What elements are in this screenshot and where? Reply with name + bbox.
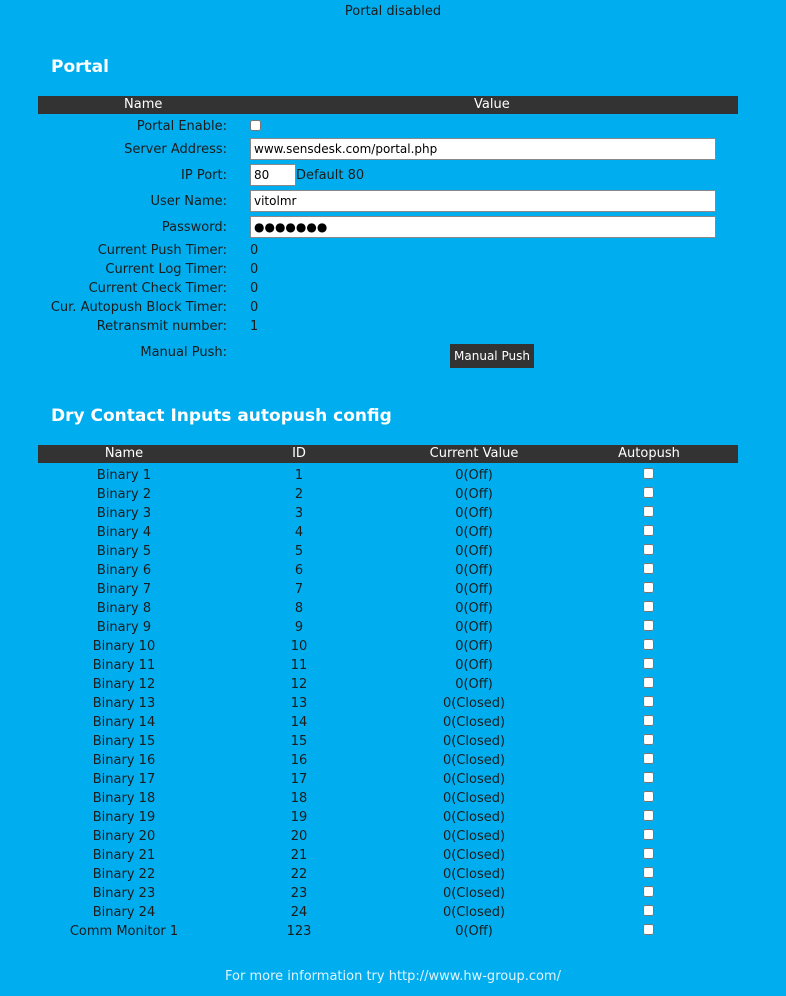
input-id-cell: 1 bbox=[294, 468, 304, 483]
table-row bbox=[0, 715, 786, 734]
autopush-checkbox[interactable] bbox=[643, 867, 654, 878]
input-id-cell: 10 bbox=[290, 639, 308, 654]
server-address-input[interactable] bbox=[250, 138, 716, 160]
input-id-cell: 7 bbox=[294, 582, 304, 597]
autopush-checkbox[interactable] bbox=[643, 639, 654, 650]
table-row bbox=[0, 506, 786, 525]
autopush-block-timer-label: Cur. Autopush Block Timer: bbox=[50, 300, 227, 315]
inputs-header-name: Name bbox=[104, 446, 144, 461]
input-value-cell: 0(Closed) bbox=[442, 734, 506, 749]
log-timer-label: Current Log Timer: bbox=[105, 262, 227, 277]
autopush-checkbox[interactable] bbox=[643, 810, 654, 821]
table-row bbox=[0, 696, 786, 715]
input-name-cell: Binary 4 bbox=[96, 525, 152, 540]
table-row bbox=[0, 848, 786, 867]
input-value-cell: 0(Closed) bbox=[442, 905, 506, 920]
user-name-input[interactable] bbox=[250, 190, 716, 212]
autopush-checkbox[interactable] bbox=[643, 772, 654, 783]
inputs-table-header bbox=[38, 445, 738, 463]
autopush-checkbox[interactable] bbox=[643, 563, 654, 574]
table-row bbox=[0, 582, 786, 601]
input-id-cell: 21 bbox=[290, 848, 308, 863]
user-name-label: User Name: bbox=[150, 194, 227, 209]
server-address-label: Server Address: bbox=[124, 142, 227, 157]
input-name-cell: Binary 10 bbox=[92, 639, 156, 654]
input-value-cell: 0(Off) bbox=[455, 658, 493, 673]
input-name-cell: Comm Monitor 1 bbox=[69, 924, 179, 939]
table-row bbox=[0, 867, 786, 886]
portal-section-title: Portal bbox=[51, 57, 109, 77]
input-id-cell: 14 bbox=[290, 715, 308, 730]
input-id-cell: 20 bbox=[290, 829, 308, 844]
input-name-cell: Binary 5 bbox=[96, 544, 152, 559]
input-name-cell: Binary 7 bbox=[96, 582, 152, 597]
retransmit-value: 1 bbox=[250, 319, 259, 334]
inputs-header-id: ID bbox=[292, 446, 306, 461]
input-name-cell: Binary 3 bbox=[96, 506, 152, 521]
portal-header-value: Value bbox=[474, 97, 510, 112]
input-name-cell: Binary 14 bbox=[92, 715, 156, 730]
input-name-cell: Binary 13 bbox=[92, 696, 156, 711]
input-name-cell: Binary 22 bbox=[92, 867, 156, 882]
input-value-cell: 0(Off) bbox=[455, 525, 493, 540]
input-value-cell: 0(Closed) bbox=[442, 829, 506, 844]
autopush-checkbox[interactable] bbox=[643, 905, 654, 916]
input-name-cell: Binary 2 bbox=[96, 487, 152, 502]
table-row bbox=[0, 753, 786, 772]
password-label: Password: bbox=[161, 220, 227, 235]
table-row bbox=[0, 544, 786, 563]
input-name-cell: Binary 20 bbox=[92, 829, 156, 844]
autopush-checkbox[interactable] bbox=[643, 734, 654, 745]
input-id-cell: 15 bbox=[290, 734, 308, 749]
portal-table-header bbox=[38, 96, 738, 114]
table-row bbox=[0, 924, 786, 943]
input-value-cell: 0(Closed) bbox=[442, 848, 506, 863]
portal-enable-label: Portal Enable: bbox=[136, 119, 227, 134]
autopush-checkbox[interactable] bbox=[643, 620, 654, 631]
input-value-cell: 0(Off) bbox=[455, 639, 493, 654]
inputs-header-autopush: Autopush bbox=[618, 446, 680, 461]
input-id-cell: 3 bbox=[294, 506, 304, 521]
autopush-checkbox[interactable] bbox=[643, 886, 654, 897]
input-value-cell: 0(Off) bbox=[455, 506, 493, 521]
table-row bbox=[0, 829, 786, 848]
autopush-checkbox[interactable] bbox=[643, 601, 654, 612]
input-id-cell: 8 bbox=[294, 601, 304, 616]
input-name-cell: Binary 11 bbox=[92, 658, 156, 673]
table-row bbox=[0, 468, 786, 487]
table-row bbox=[0, 620, 786, 639]
input-id-cell: 5 bbox=[294, 544, 304, 559]
autopush-checkbox[interactable] bbox=[643, 544, 654, 555]
autopush-checkbox[interactable] bbox=[643, 658, 654, 669]
input-name-cell: Binary 6 bbox=[96, 563, 152, 578]
push-timer-value: 0 bbox=[250, 243, 259, 258]
input-id-cell: 23 bbox=[290, 886, 308, 901]
push-timer-label: Current Push Timer: bbox=[97, 243, 227, 258]
manual-push-label: Manual Push: bbox=[140, 345, 227, 360]
autopush-checkbox[interactable] bbox=[643, 696, 654, 707]
table-row bbox=[0, 734, 786, 753]
autopush-checkbox[interactable] bbox=[643, 848, 654, 859]
log-timer-value: 0 bbox=[250, 262, 259, 277]
portal-enable-checkbox[interactable] bbox=[250, 120, 261, 131]
input-value-cell: 0(Closed) bbox=[442, 772, 506, 787]
autopush-checkbox[interactable] bbox=[643, 791, 654, 802]
table-row bbox=[0, 810, 786, 829]
password-input[interactable] bbox=[250, 216, 716, 238]
input-id-cell: 17 bbox=[290, 772, 308, 787]
input-id-cell: 2 bbox=[294, 487, 304, 502]
input-id-cell: 22 bbox=[290, 867, 308, 882]
input-value-cell: 0(Off) bbox=[455, 468, 493, 483]
input-value-cell: 0(Closed) bbox=[442, 696, 506, 711]
ip-port-default-hint: Default 80 bbox=[296, 168, 365, 183]
input-id-cell: 6 bbox=[294, 563, 304, 578]
autopush-checkbox[interactable] bbox=[643, 924, 654, 935]
input-name-cell: Binary 24 bbox=[92, 905, 156, 920]
table-row bbox=[0, 791, 786, 810]
input-value-cell: 0(Off) bbox=[455, 582, 493, 597]
input-name-cell: Binary 17 bbox=[92, 772, 156, 787]
input-name-cell: Binary 16 bbox=[92, 753, 156, 768]
table-row bbox=[0, 487, 786, 506]
input-value-cell: 0(Off) bbox=[455, 601, 493, 616]
input-id-cell: 4 bbox=[294, 525, 304, 540]
status-text: Portal disabled bbox=[344, 4, 442, 19]
input-value-cell: 0(Off) bbox=[455, 487, 493, 502]
input-id-cell: 18 bbox=[290, 791, 308, 806]
inputs-header-current-value: Current Value bbox=[429, 446, 519, 461]
input-value-cell: 0(Closed) bbox=[442, 810, 506, 825]
input-value-cell: 0(Off) bbox=[455, 620, 493, 635]
table-row bbox=[0, 563, 786, 582]
portal-header-name: Name bbox=[124, 97, 163, 112]
input-value-cell: 0(Closed) bbox=[442, 753, 506, 768]
footer-info: For more information try http://www.hw-group.com/ bbox=[225, 969, 561, 984]
check-timer-label: Current Check Timer: bbox=[88, 281, 227, 296]
input-id-cell: 123 bbox=[286, 924, 312, 939]
table-row bbox=[0, 677, 786, 696]
autopush-block-timer-value: 0 bbox=[250, 300, 259, 315]
ip-port-input[interactable] bbox=[250, 164, 296, 186]
input-id-cell: 19 bbox=[290, 810, 308, 825]
input-id-cell: 11 bbox=[290, 658, 308, 673]
input-id-cell: 24 bbox=[290, 905, 308, 920]
input-value-cell: 0(Off) bbox=[455, 924, 493, 939]
input-name-cell: Binary 8 bbox=[96, 601, 152, 616]
autopush-checkbox[interactable] bbox=[643, 715, 654, 726]
table-row bbox=[0, 525, 786, 544]
input-id-cell: 13 bbox=[290, 696, 308, 711]
inputs-section-title: Dry Contact Inputs autopush config bbox=[51, 406, 392, 426]
table-row bbox=[0, 886, 786, 905]
input-value-cell: 0(Off) bbox=[455, 677, 493, 692]
input-name-cell: Binary 23 bbox=[92, 886, 156, 901]
input-value-cell: 0(Closed) bbox=[442, 867, 506, 882]
autopush-checkbox[interactable] bbox=[643, 753, 654, 764]
table-row bbox=[0, 639, 786, 658]
input-name-cell: Binary 18 bbox=[92, 791, 156, 806]
autopush-checkbox[interactable] bbox=[643, 829, 654, 840]
autopush-checkbox[interactable] bbox=[643, 582, 654, 593]
autopush-checkbox[interactable] bbox=[643, 677, 654, 688]
input-name-cell: Binary 12 bbox=[92, 677, 156, 692]
input-name-cell: Binary 21 bbox=[92, 848, 156, 863]
ip-port-label: IP Port: bbox=[181, 168, 227, 183]
input-name-cell: Binary 15 bbox=[92, 734, 156, 749]
input-id-cell: 9 bbox=[294, 620, 304, 635]
input-value-cell: 0(Closed) bbox=[442, 886, 506, 901]
input-id-cell: 16 bbox=[290, 753, 308, 768]
input-name-cell: Binary 19 bbox=[92, 810, 156, 825]
input-name-cell: Binary 1 bbox=[96, 468, 152, 483]
retransmit-label: Retransmit number: bbox=[96, 319, 227, 334]
autopush-checkbox[interactable] bbox=[643, 468, 654, 479]
table-row bbox=[0, 601, 786, 620]
table-row bbox=[0, 772, 786, 791]
manual-push-button[interactable]: Manual Push bbox=[450, 344, 534, 368]
input-value-cell: 0(Closed) bbox=[442, 791, 506, 806]
input-value-cell: 0(Off) bbox=[455, 563, 493, 578]
autopush-checkbox[interactable] bbox=[643, 506, 654, 517]
input-id-cell: 12 bbox=[290, 677, 308, 692]
input-name-cell: Binary 9 bbox=[96, 620, 152, 635]
table-row bbox=[0, 658, 786, 677]
autopush-checkbox[interactable] bbox=[643, 487, 654, 498]
table-row bbox=[0, 905, 786, 924]
input-value-cell: 0(Closed) bbox=[442, 715, 506, 730]
check-timer-value: 0 bbox=[250, 281, 259, 296]
autopush-checkbox[interactable] bbox=[643, 525, 654, 536]
input-value-cell: 0(Off) bbox=[455, 544, 493, 559]
